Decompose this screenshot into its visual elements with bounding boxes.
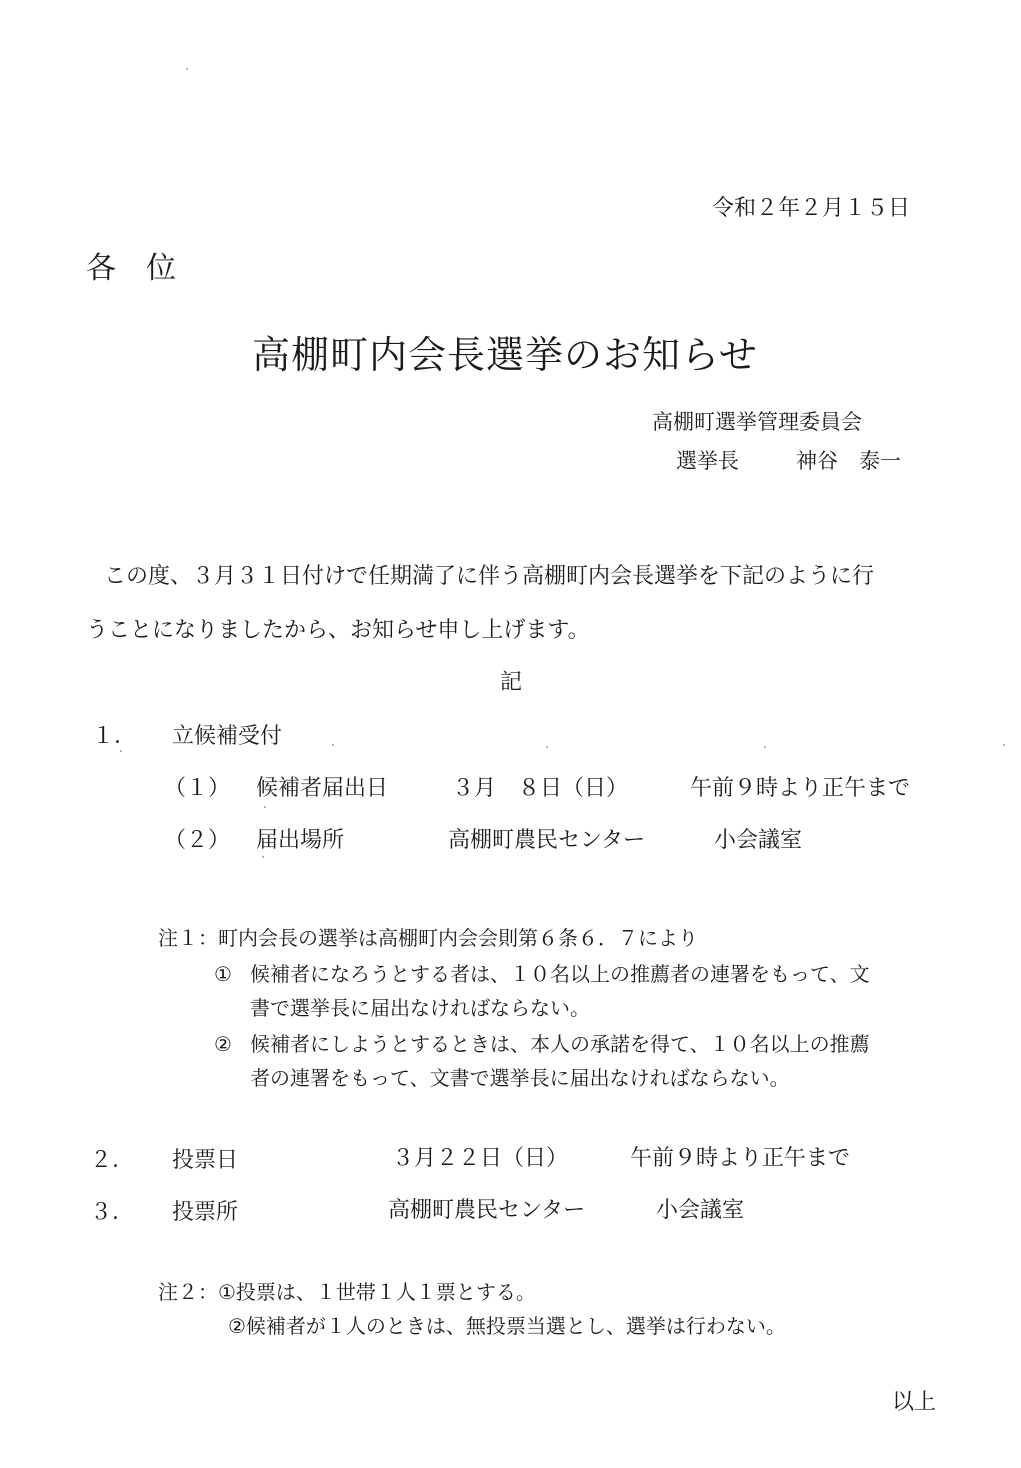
section-3-number: ３. [90,1200,119,1225]
note-2-line-2: ②候補者が１人のときは、無投票当選とし、選挙は行わない。 [228,1314,786,1338]
note-1-item-1-mark: ① [214,962,232,986]
scan-speck [120,750,122,752]
item-2-value: 高棚町農民センター [448,828,646,853]
addressee: 各 位 [86,251,176,286]
item-1-extra: 午前９時より正午まで [690,776,911,801]
section-1-number: １. [92,724,121,749]
note-1-item-2-mark: ② [214,1032,232,1056]
section-2-number: ２. [90,1148,119,1173]
note-1-item-1-line-1: 候補者になろうとする者は、１０名以上の推薦者の連署をもって、文 [250,962,870,986]
item-2-number: （２） [164,828,231,853]
section-3-label: 投票所 [172,1200,239,1225]
section-3-extra: 小会議室 [656,1198,745,1223]
note-1-item-2-line-2: 者の連署をもって、文書で選挙長に届出なければならない。 [250,1066,790,1090]
sender-organization: 高棚町選挙管理委員会 [652,410,862,434]
closing-remark: 以上 [892,1390,937,1415]
item-2-extra: 小会議室 [714,828,803,853]
intro-line-2: うことになりましたから、お知らせ申し上げます。 [86,618,590,643]
document-title: 高棚町内会長選挙のお知らせ [252,333,758,377]
section-2-extra: 午前９時より正午まで [630,1146,851,1171]
scan-speck [332,744,334,746]
note-1-item-2-line-1: 候補者にしようとするときは、本人の承諾を得て、１０名以上の推薦 [250,1032,870,1056]
ki-label: 記 [500,670,523,695]
scan-speck [764,746,766,748]
section-3-value: 高棚町農民センター [388,1198,586,1223]
scan-speck [264,806,266,808]
scan-speck [1003,744,1005,746]
sender-name: 神谷 泰一 [796,449,901,473]
item-1-label: 候補者届出日 [256,776,389,801]
scan-speck [546,746,548,748]
item-2-label: 届出場所 [256,828,345,853]
note-2-line-1: 注２：①投票は、１世帯１人１票とする。 [158,1280,536,1304]
note-1-heading: 注１：町内会長の選挙は高棚町内会会則第６条６．７により [158,926,698,950]
item-1-value: ３月 ８日（日） [452,776,629,801]
sender-role: 選挙長 [676,449,739,473]
item-1-number: （１） [164,776,231,801]
document-date: 令和２年２月１５日 [712,196,911,221]
scan-speck [186,68,188,70]
note-1-item-1-line-2: 書で選挙長に届出なければならない。 [250,996,590,1020]
section-2-value: ３月２２日（日） [392,1146,569,1171]
section-2-label: 投票日 [172,1148,239,1173]
section-1-title: 立候補受付 [172,724,283,749]
intro-line-1: この度、３月３１日付けで任期満了に伴う高棚町内会長選挙を下記のように行 [104,564,875,589]
scan-speck [262,856,264,858]
